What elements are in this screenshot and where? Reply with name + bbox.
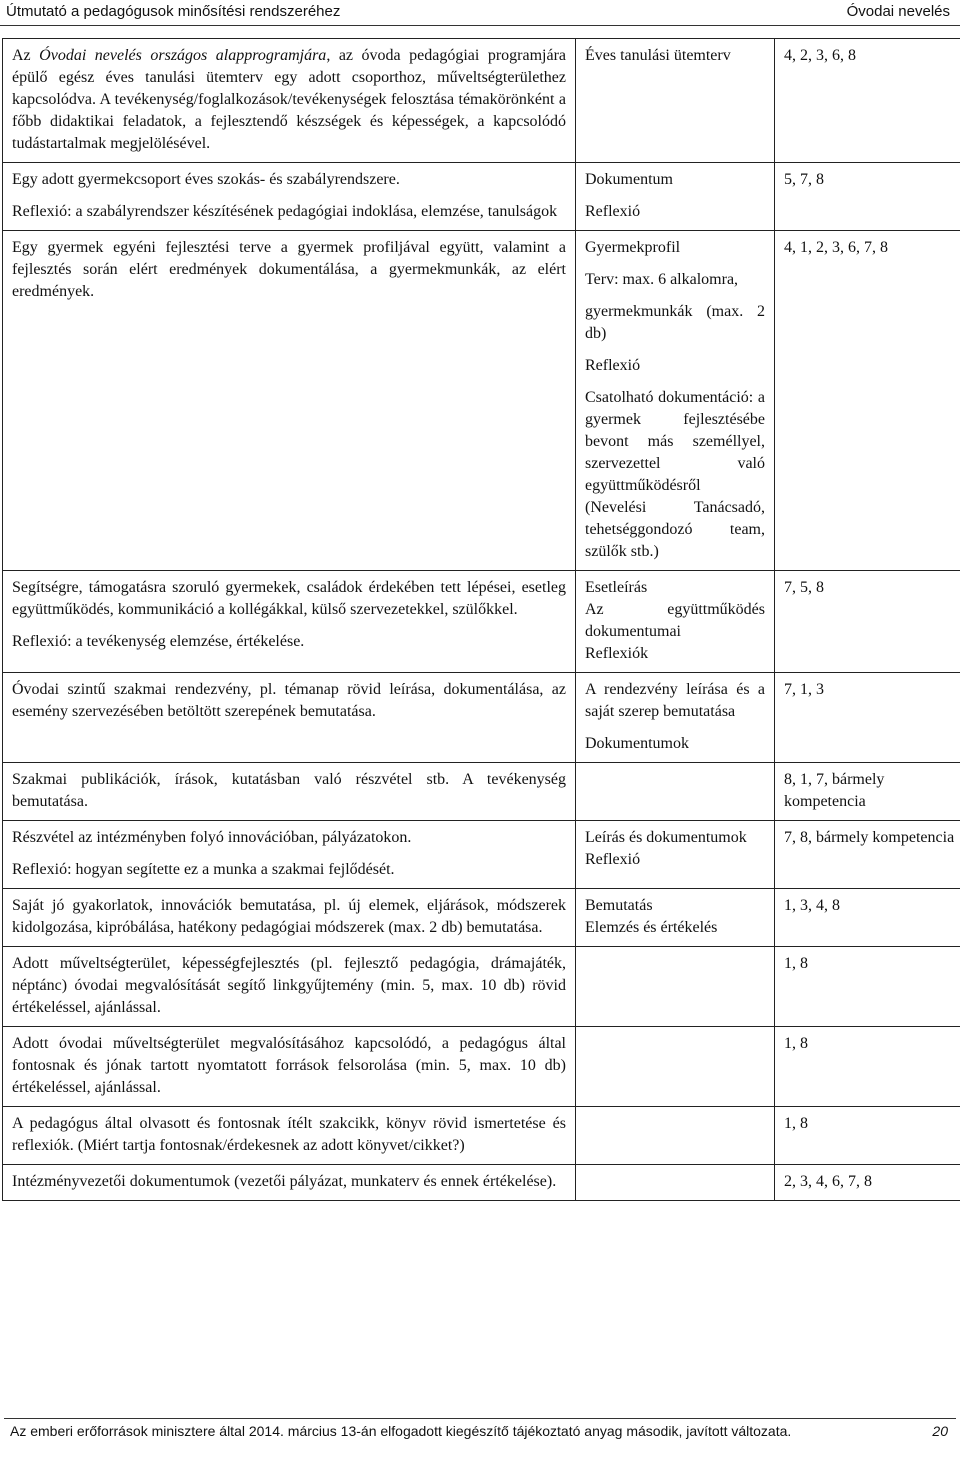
page-number: 20 bbox=[932, 1423, 948, 1439]
cell-paragraph: 4, 2, 3, 6, 8 bbox=[784, 47, 856, 64]
cell-document-type bbox=[576, 1107, 775, 1165]
cell-paragraph: 8, 1, 7, bármely kompetencia bbox=[784, 771, 885, 810]
cell-line: Elemzés és értékelés bbox=[585, 919, 718, 936]
table-row bbox=[3, 231, 960, 571]
cell-activity bbox=[3, 1165, 576, 1201]
cell-activity bbox=[3, 889, 576, 947]
cell-paragraph: Részvétel az intézményben folyó innovációban, pályázatokon. bbox=[12, 829, 412, 846]
cell-paragraph: 1, 3, 4, 8 bbox=[784, 897, 840, 914]
cell-competencies bbox=[775, 947, 960, 1027]
cell-competencies bbox=[775, 673, 960, 763]
table-row bbox=[3, 1027, 960, 1107]
page-header bbox=[0, 0, 960, 26]
table-row bbox=[3, 163, 960, 231]
cell-paragraph: Terv: max. 6 alkalomra, bbox=[585, 271, 739, 288]
cell-paragraph: Dokumentumok bbox=[585, 735, 689, 752]
cell-paragraph: Éves tanulási ütemterv bbox=[585, 47, 731, 64]
table-row bbox=[3, 763, 960, 821]
cell-competencies bbox=[775, 821, 960, 889]
cell-activity bbox=[3, 673, 576, 763]
cell-paragraph: Adott műveltségterület, képességfejlesztés (pl. fejlesztő pedagógia, drámajáték, néptánc) óvodai megvalósítását segítő linkgyűjtemény (min. 5, max. 10 db) rövid értékeléssel, ajánlással. bbox=[12, 955, 566, 1016]
cell-paragraph: Gyermekprofil bbox=[585, 239, 681, 256]
cell-paragraph: Reflexió: hogyan segítette ez a munka a szakmai fejlődését. bbox=[12, 861, 395, 878]
cell-activity bbox=[3, 1027, 576, 1107]
text-run: Az bbox=[12, 47, 40, 64]
cell-competencies bbox=[775, 1165, 960, 1201]
cell-paragraph: Dokumentum bbox=[585, 171, 673, 188]
cell-paragraph bbox=[585, 895, 765, 939]
cell-paragraph: 2, 3, 4, 6, 7, 8 bbox=[784, 1173, 872, 1190]
cell-line: Reflexió bbox=[585, 851, 641, 868]
cell-document-type bbox=[576, 571, 775, 673]
header-section: Óvodai nevelés bbox=[846, 3, 950, 20]
cell-paragraph: Reflexió: a szabályrendszer készítésének pedagógiai indoklása, elemzése, tanulságok bbox=[12, 203, 558, 220]
cell-line: Esetleírás bbox=[585, 579, 648, 596]
table-row bbox=[3, 1107, 960, 1165]
cell-activity bbox=[3, 1107, 576, 1165]
cell-document-type bbox=[576, 1027, 775, 1107]
cell-competencies bbox=[775, 763, 960, 821]
cell-document-type bbox=[576, 1165, 775, 1201]
header-title: Útmutató a pedagógusok minősítési rendszeréhez bbox=[6, 3, 341, 20]
cell-activity bbox=[3, 163, 576, 231]
cell-activity bbox=[3, 231, 576, 571]
cell-activity bbox=[3, 821, 576, 889]
table-row bbox=[3, 39, 960, 163]
cell-line: Leírás és dokumentumok bbox=[585, 829, 747, 846]
cell-activity bbox=[3, 763, 576, 821]
emphasis-text: Óvodai nevelés országos alapprogramjára bbox=[39, 47, 327, 64]
cell-line: Bemutatás bbox=[585, 897, 653, 914]
cell-paragraph: Reflexió bbox=[585, 203, 641, 220]
cell-line: Reflexiók bbox=[585, 645, 649, 662]
table-row bbox=[3, 571, 960, 673]
cell-paragraph: Reflexió: a tevékenység elemzése, értékelése. bbox=[12, 633, 305, 650]
cell-paragraph: Intézményvezetői dokumentumok (vezetői pályázat, munkaterv és ennek értékelése). bbox=[12, 1173, 557, 1190]
cell-paragraph: 1, 8 bbox=[784, 955, 808, 972]
cell-paragraph: A pedagógus által olvasott és fontosnak ítélt szakcikk, könyv rövid ismertetése és reflexiók. (Miért tartja fontosnak/érdekesnek az adott könyvet/cikket?) bbox=[12, 1115, 566, 1154]
cell-paragraph: 7, 8, bármely kompetencia bbox=[784, 829, 955, 846]
cell-paragraph: 7, 5, 8 bbox=[784, 579, 824, 596]
cell-paragraph: Egy gyermek egyéni fejlesztési terve a gyermek profiljával együtt, valamint a fejlesztés során elért eredmények dokumentálása, a gyermekmunkák, az elért eredmények. bbox=[12, 239, 566, 300]
cell-line: Az együttműködés dokumentumai bbox=[585, 601, 765, 640]
cell-document-type bbox=[576, 673, 775, 763]
cell-paragraph: Egy adott gyermekcsoport éves szokás- és szabályrendszere. bbox=[12, 171, 400, 188]
cell-paragraph bbox=[585, 827, 765, 871]
portfolio-table bbox=[2, 38, 960, 1201]
cell-document-type bbox=[576, 163, 775, 231]
footer-rule bbox=[4, 1418, 956, 1419]
footer-text: Az emberi erőforrások minisztere által 2014. március 13-án elfogadott kiegészítő tájékoztató anyag második, javított változata. bbox=[10, 1423, 792, 1439]
table-row bbox=[3, 889, 960, 947]
table-row bbox=[3, 947, 960, 1027]
table-row bbox=[3, 821, 960, 889]
cell-paragraph: Adott óvodai műveltségterület megvalósításához kapcsolódó, a pedagógus által fontosnak és jónak tartott nyomtatott források felsorolása (min. 5, max. 10 db) értékeléssel, ajánlással. bbox=[12, 1035, 566, 1096]
cell-document-type bbox=[576, 39, 775, 163]
cell-paragraph: 1, 8 bbox=[784, 1035, 808, 1052]
table-row bbox=[3, 673, 960, 763]
header-rule bbox=[0, 25, 960, 26]
cell-activity bbox=[3, 39, 576, 163]
cell-paragraph: 7, 1, 3 bbox=[784, 681, 824, 698]
cell-competencies bbox=[775, 889, 960, 947]
cell-document-type bbox=[576, 231, 775, 571]
cell-paragraph bbox=[12, 45, 566, 155]
cell-paragraph: Óvodai szintű szakmai rendezvény, pl. témanap rövid leírása, dokumentálása, az esemény szervezésében betöltött szerepének bemutatása. bbox=[12, 681, 566, 720]
cell-competencies bbox=[775, 39, 960, 163]
cell-paragraph: Saját jó gyakorlatok, innovációk bemutatása, pl. új elemek, eljárások, módszerek kidolgozása, kipróbálása, hatékony pedagógiai módszerek (max. 2 db) bemutatása. bbox=[12, 897, 566, 936]
cell-document-type bbox=[576, 947, 775, 1027]
text-run: , az óvoda pedagógiai programjára épülő egész éves tanulási ütemterv egy adott csoporthoz, műveltségterülethez kapcsolódva. A tevékenység/foglalkozások/tevékenységek felosztása témakörönként a főbb didaktikai feladatok, a fejlesztendő készségek és képességek, a kapcsolódó tudástartalmak megjelölésével. bbox=[12, 47, 567, 152]
cell-paragraph: Reflexió bbox=[585, 357, 641, 374]
cell-document-type bbox=[576, 889, 775, 947]
cell-paragraph: 1, 8 bbox=[784, 1115, 808, 1132]
cell-paragraph: A rendezvény leírása és a saját szerep bemutatása bbox=[585, 681, 765, 720]
cell-paragraph bbox=[585, 577, 765, 665]
cell-paragraph: Csatolható dokumentáció: a gyermek fejlesztésébe bevont más személlyel, szervezettel való együttműködésről (Nevelési Tanácsadó, tehetséggondozó team, szülők stb.) bbox=[585, 389, 765, 560]
cell-paragraph: 4, 1, 2, 3, 6, 7, 8 bbox=[784, 239, 888, 256]
page-footer bbox=[0, 1418, 960, 1460]
table-row bbox=[3, 1165, 960, 1201]
cell-competencies bbox=[775, 231, 960, 571]
cell-competencies bbox=[775, 571, 960, 673]
cell-activity bbox=[3, 947, 576, 1027]
cell-document-type bbox=[576, 821, 775, 889]
cell-competencies bbox=[775, 1107, 960, 1165]
cell-paragraph: gyermekmunkák (max. 2 db) bbox=[585, 303, 765, 342]
cell-activity bbox=[3, 571, 576, 673]
cell-paragraph: Szakmai publikációk, írások, kutatásban való részvétel stb. A tevékenység bemutatása. bbox=[12, 771, 566, 810]
cell-paragraph: 5, 7, 8 bbox=[784, 171, 824, 188]
cell-competencies bbox=[775, 1027, 960, 1107]
cell-competencies bbox=[775, 163, 960, 231]
cell-document-type bbox=[576, 763, 775, 821]
cell-paragraph: Segítségre, támogatásra szoruló gyermekek, családok érdekében tett lépései, esetleg együttműködés, kommunikáció a kollégákkal, külső szervezetekkel, szülőkkel. bbox=[12, 579, 566, 618]
